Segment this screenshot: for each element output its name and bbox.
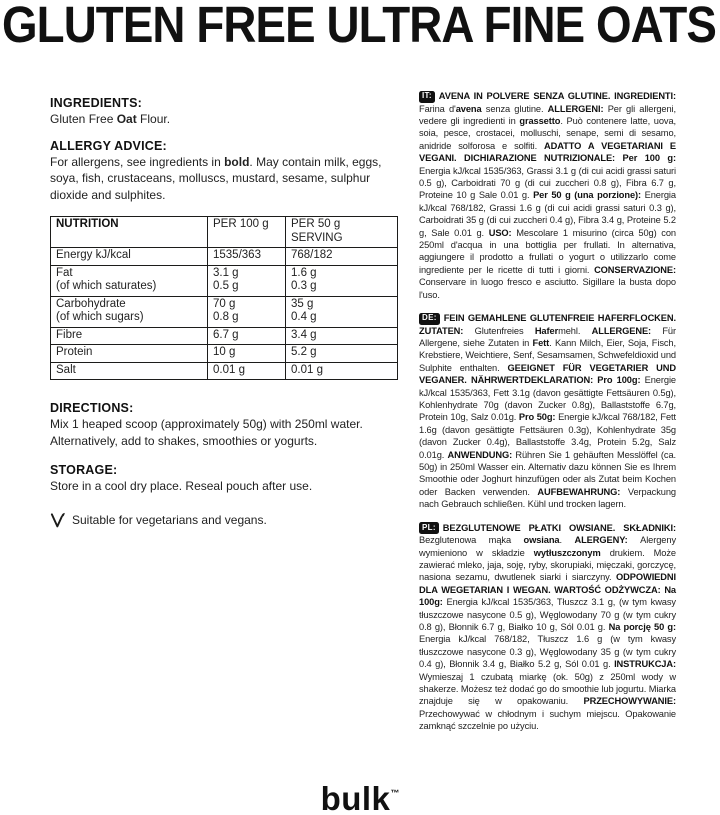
col-header-per50g: PER 50 g SERVING xyxy=(286,217,398,248)
table-row-protein xyxy=(51,345,398,363)
lang-section-german xyxy=(419,312,676,511)
col-header-nutrition: NUTRITION xyxy=(51,217,208,248)
lang-text-italian: AVENA IN POLVERE SENZA GLUTINE. INGREDIENTI: Farina d'avena senza glutine. ALLERGENI: Per gli allergeni, vedere gli ingredienti in grassetto. Può contenere latte, uova, soia, pesce, crostacei, molluschi, senape, semi di sesamo, anidride solforosa e solfiti. ADATTO A VEGETARIANI E VEGANI. DICHIARAZIONE NUTRIZIONALE: Per 100 g: Energia kJ/kcal 1535/363, Grassi 3.1 g (di cui acidi grassi saturi 0.5 g), Carboidrati 70 g (di cui zuccheri 0.8 g), Fibra 6.7 g, Proteine 10 g Sale 0.01 g. Per 50 g (una porzione): Energia kJ/kcal 768/182, Grassi 1.6 g (di cui acidi grassi saturi 0.3 g), Carboidrati 35 g (di cui zuccheri 0.4 g), Fibra 3.4 g, Proteine 5.2 g, Sale 0.01 g. USO: Mescolare 1 misurino (circa 50g) con 250ml d'acqua in una bottiglia per frullati. In alternativa, aggiungere il prodotto a frullati o yogurt o utilizzarlo come ingrediente per le ricette di tutti i giorni. CONSERVAZIONE: Conservare in luogo fresco e asciutto. Sigillare la busta dopo l'uso. xyxy=(419,91,676,300)
vegan-note-row xyxy=(50,512,398,528)
left-column xyxy=(50,95,398,528)
per-50g-value: 1.6 g 0.3 g xyxy=(286,265,398,296)
per-100g-value: 10 g xyxy=(208,345,286,363)
brand-logo xyxy=(0,780,720,815)
ingredients-text: Gluten Free Oat Flour. xyxy=(50,112,171,126)
table-row-carbohydrate xyxy=(51,296,398,327)
nutrient-name: Protein xyxy=(51,345,208,363)
table-row-energy xyxy=(51,248,398,266)
lang-badge-pl: PL: xyxy=(419,522,439,534)
vegan-note-text: Suitable for vegetarians and vegans. xyxy=(72,512,267,527)
directions-text: Mix 1 heaped scoop (approximately 50g) with 250ml water. Alternatively, add to shakes, smoothies or yogurts. xyxy=(50,417,363,448)
nutrient-name: Fat (of which saturates) xyxy=(51,265,208,296)
nutrient-name: Fibre xyxy=(51,327,208,345)
vegetarian-vegan-icon xyxy=(50,512,65,528)
lang-badge-de: DE: xyxy=(419,313,440,325)
directions-heading: DIRECTIONS: xyxy=(50,401,134,415)
per-100g-value: 0.01 g xyxy=(208,362,286,380)
brand-name: bulk xyxy=(320,780,391,815)
nutrient-name: Salt xyxy=(51,362,208,380)
lang-badge-it: IT: xyxy=(419,91,435,103)
per-100g-value: 3.1 g 0.5 g xyxy=(208,265,286,296)
lang-section-polish xyxy=(419,522,676,733)
table-row-fat xyxy=(51,265,398,296)
table-row-salt xyxy=(51,362,398,380)
per-50g-value: 768/182 xyxy=(286,248,398,266)
lang-section-italian xyxy=(419,90,676,301)
lang-text-polish: BEZGLUTENOWE PŁATKI OWSIANE. SKŁADNIKI: Bezglutenowa mąka owsiana. ALERGENY: Alergeny wymieniono w składzie wytłuszczonym drukiem. Może zawierać mleko, jaja, soję, ryby, skorupiaki, mięczaki, gorczycę, nasiona sezamu, dwutlenek siarki i siarczyny. ODPOWIEDNI DLA WEGETARIAN I WEGAN. WARTOŚĆ ODŻYWCZA: Na 100g: Energia kJ/kcal 1535/363, Tłuszcz 3.1 g, (w tym kwasy tłuszczowe nasycone 0.5 g), Węglowodany 70 g (w tym cukry 0.8 g), Błonnik 6.7 g, Białko 10 g, Sól 0.01 g. Na porcję 50 g: Energia kJ/kcal 768/182, Tłuszcz 1.6 g (w tym kwasy tłuszczowe nasycone 0.3 g), Węglowodany 35 g (w tym cukry 0.4 g), Błonnik 3.4 g, Białko 5.2 g, Sól 0.01 g. INSTRUKCJA: Wymieszaj 1 czubatą miarkę (ok. 50g) z 250ml wody w shakerze. Możesz też dodać go do smoothie lub jogurtu. Miarka znajduje się w opakowaniu. PRZECHOWYWANIE: Przechowywać w chłodnym i suchym miejscu. Opakowanie zamknąć szczelnie po użyciu. xyxy=(419,522,676,732)
trademark-symbol: ™ xyxy=(390,788,400,798)
product-title-text: GLUTEN FREE ULTRA FINE OATS xyxy=(2,0,716,52)
per-100g-value: 70 g 0.8 g xyxy=(208,296,286,327)
title-svg xyxy=(0,0,720,52)
per-50g-value: 0.01 g xyxy=(286,362,398,380)
ingredients-heading: INGREDIENTS: xyxy=(50,96,142,110)
nutrient-name: Energy kJ/kcal xyxy=(51,248,208,266)
storage-text: Store in a cool dry place. Reseal pouch after use. xyxy=(50,479,313,493)
lang-text-german: FEIN GEMAHLENE GLUTENFREIE HAFERFLOCKEN. ZUTATEN: Glutenfreies Hafermehl. ALLERGENE: Für Allergene, siehe Zutaten in Fett. Kann Milch, Eier, Soja, Fisch, Krebstiere, Weichtiere, Senf, Sesamsamen, Schwefeldioxid und Sulphite enthalten. GEEIGNET FÜR VEGETARIER UND VEGANER. NÄHRWERTDEKLARATION: Pro 100g: Energie kJ/kcal 1535/363, Fett 3.1g (davon gesättigte Fettsäuren 0.5g), Kohlenhydrate 70g (davon Zucker 0.8g), Ballaststoffe 6.7g, Protein 10g, Salz 0.01g. Pro 50g: Energie kJ/kcal 768/182, Fett 1.6g (davon gesättigte Fettsäuren 0.3g), Kohlenhydrate 35g (davon Zucker 0.4g), Ballaststoffe 3.4g, Protein 5.2g, Salz 0.01g. ANWENDUNG: Rühren Sie 1 gehäuften Messlöffel (ca. 50g) in 250ml Wasser ein. Alternativ dazu können Sie es Ihrem Smoothie oder Joghurt hinzufügen oder als Zutat beim Kochen oder Backen verwenden. AUFBEWAHRUNG: Verpackung nach Gebrauch schließen. Kühl und trocken lagern. xyxy=(419,313,677,510)
per-100g-value: 6.7 g xyxy=(208,327,286,345)
per-50g-value: 5.2 g xyxy=(286,345,398,363)
per-50g-value: 35 g 0.4 g xyxy=(286,296,398,327)
right-column xyxy=(419,90,676,744)
allergy-advice-text: For allergens, see ingredients in bold. May contain milk, eggs, soya, fish, crustaceans, molluscs, mustard, sesame, sulphur dioxide and sulphites. xyxy=(50,154,382,202)
page-title xyxy=(0,0,720,52)
col-header-per100g: PER 100 g xyxy=(208,217,286,248)
table-row-fibre xyxy=(51,327,398,345)
per-50g-value: 3.4 g xyxy=(286,327,398,345)
storage-heading: STORAGE: xyxy=(50,463,118,477)
allergy-advice-heading: ALLERGY ADVICE: xyxy=(50,138,167,153)
per-100g-value: 1535/363 xyxy=(208,248,286,266)
nutrition-header-row xyxy=(51,217,398,248)
nutrient-name: Carbohydrate (of which sugars) xyxy=(51,296,208,327)
nutrition-table xyxy=(50,216,398,380)
